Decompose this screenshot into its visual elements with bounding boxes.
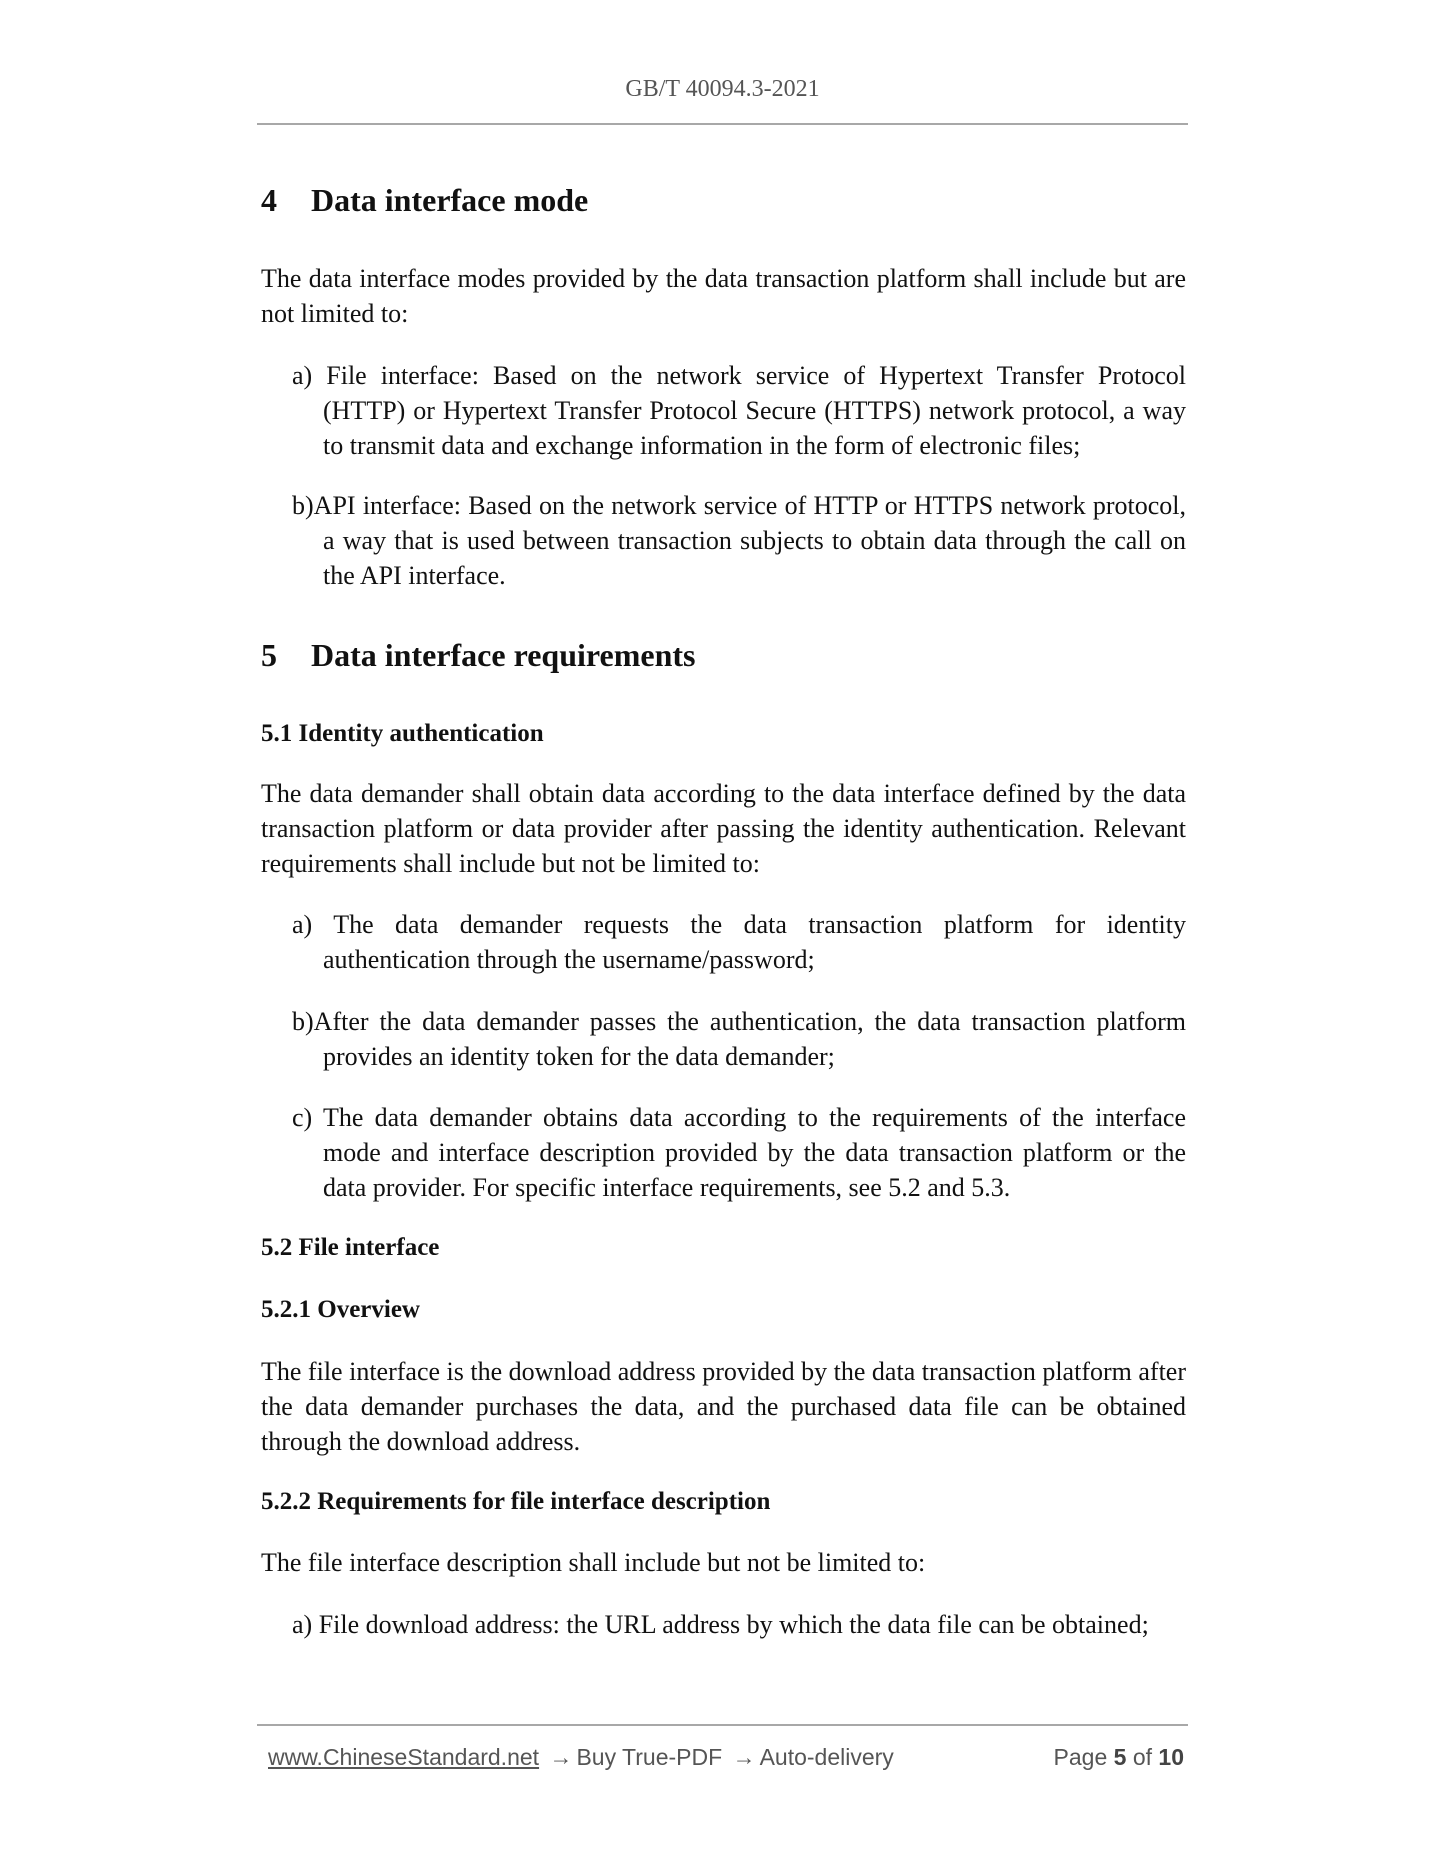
list-item <box>261 907 1186 977</box>
website-link[interactable]: www.ChineseStandard.net <box>268 1744 540 1770</box>
list-label: a) <box>292 361 313 390</box>
list-item <box>261 1004 1186 1074</box>
page-label: Page <box>1053 1744 1108 1770</box>
list-text: API interface: Based on the network service of HTTP or HTTPS network protocol, a way that is used between transaction subjects to obtain data through the call on the API interface. <box>313 491 1186 590</box>
section-4-intro: The data interface modes provided by the data transaction platform shall include but are not limited to: <box>261 264 1186 328</box>
list-item <box>261 488 1186 593</box>
list-label: b) <box>292 491 314 520</box>
list-label: a) <box>292 1610 313 1639</box>
list-item <box>261 1607 1186 1642</box>
current-page-number: 5 <box>1113 1744 1127 1770</box>
page-of-label: of <box>1132 1744 1153 1770</box>
section-number: 4 <box>261 182 277 218</box>
subsection-5-2-1-text: The file interface is the download address provided by the data transaction platform after the data demander purchases the data, and the purchased data file can be obtained through the download address. <box>261 1357 1186 1456</box>
section-number: 5 <box>261 637 277 673</box>
list-label: a) <box>292 910 313 939</box>
list-item <box>261 358 1186 463</box>
subsection-5-1-intro: The data demander shall obtain data according to the data interface defined by the data transaction platform or data provider after passing the identity authentication. Relevant requirements shall include but not be limited to: <box>261 779 1186 878</box>
list-text: After the data demander passes the authentication, the data transaction platform provides an identity token for the data demander; <box>313 1007 1186 1071</box>
list-label: b) <box>292 1007 314 1036</box>
subsection-5-1-heading: 5.1 Identity authentication <box>261 720 544 747</box>
auto-delivery-text: Auto-delivery <box>759 1744 894 1770</box>
subsection-5-2-2-heading: 5.2.2 Requirements for file interface description <box>261 1488 771 1515</box>
total-pages-number: 10 <box>1158 1744 1184 1770</box>
header-divider <box>257 123 1188 125</box>
subsection-5-2-heading: 5.2 File interface <box>261 1234 440 1261</box>
arrow-right-icon: → <box>732 1744 756 1770</box>
page-footer <box>268 1744 1184 1778</box>
list-text: File interface: Based on the network service of Hypertext Transfer Protocol (HTTP) or Hypertext Transfer Protocol Secure (HTTPS) network protocol, a way to transmit data and exchange information in the form of electronic files; <box>323 361 1186 460</box>
footer-promo <box>268 1744 894 1771</box>
section-5-heading <box>261 635 1186 675</box>
list-text: The data demander requests the data transaction platform for identity authentication through the username/password; <box>323 910 1187 974</box>
page-indicator <box>1054 1744 1184 1771</box>
document-id-header: GB/T 40094.3-2021 <box>625 76 820 102</box>
list-label: c) <box>292 1103 313 1132</box>
buy-true-pdf-text: Buy True-PDF <box>576 1744 723 1770</box>
subsection-5-2-1-heading: 5.2.1 Overview <box>261 1296 420 1323</box>
list-text: The data demander obtains data according to the requirements of the interface mode and interface description provided by the data transaction platform or the data provider. For specific interface requirements, see 5.2 and 5.3. <box>323 1103 1187 1202</box>
list-text: File download address: the URL address by which the data file can be obtained; <box>318 1610 1149 1639</box>
arrow-right-icon: → <box>549 1744 573 1770</box>
section-4-heading <box>261 180 1186 220</box>
section-title: Data interface mode <box>311 182 589 218</box>
subsection-5-2-2-intro: The file interface description shall include but not be limited to: <box>261 1548 926 1577</box>
list-item <box>261 1100 1186 1205</box>
footer-divider <box>257 1724 1188 1726</box>
section-title: Data interface requirements <box>311 637 696 673</box>
